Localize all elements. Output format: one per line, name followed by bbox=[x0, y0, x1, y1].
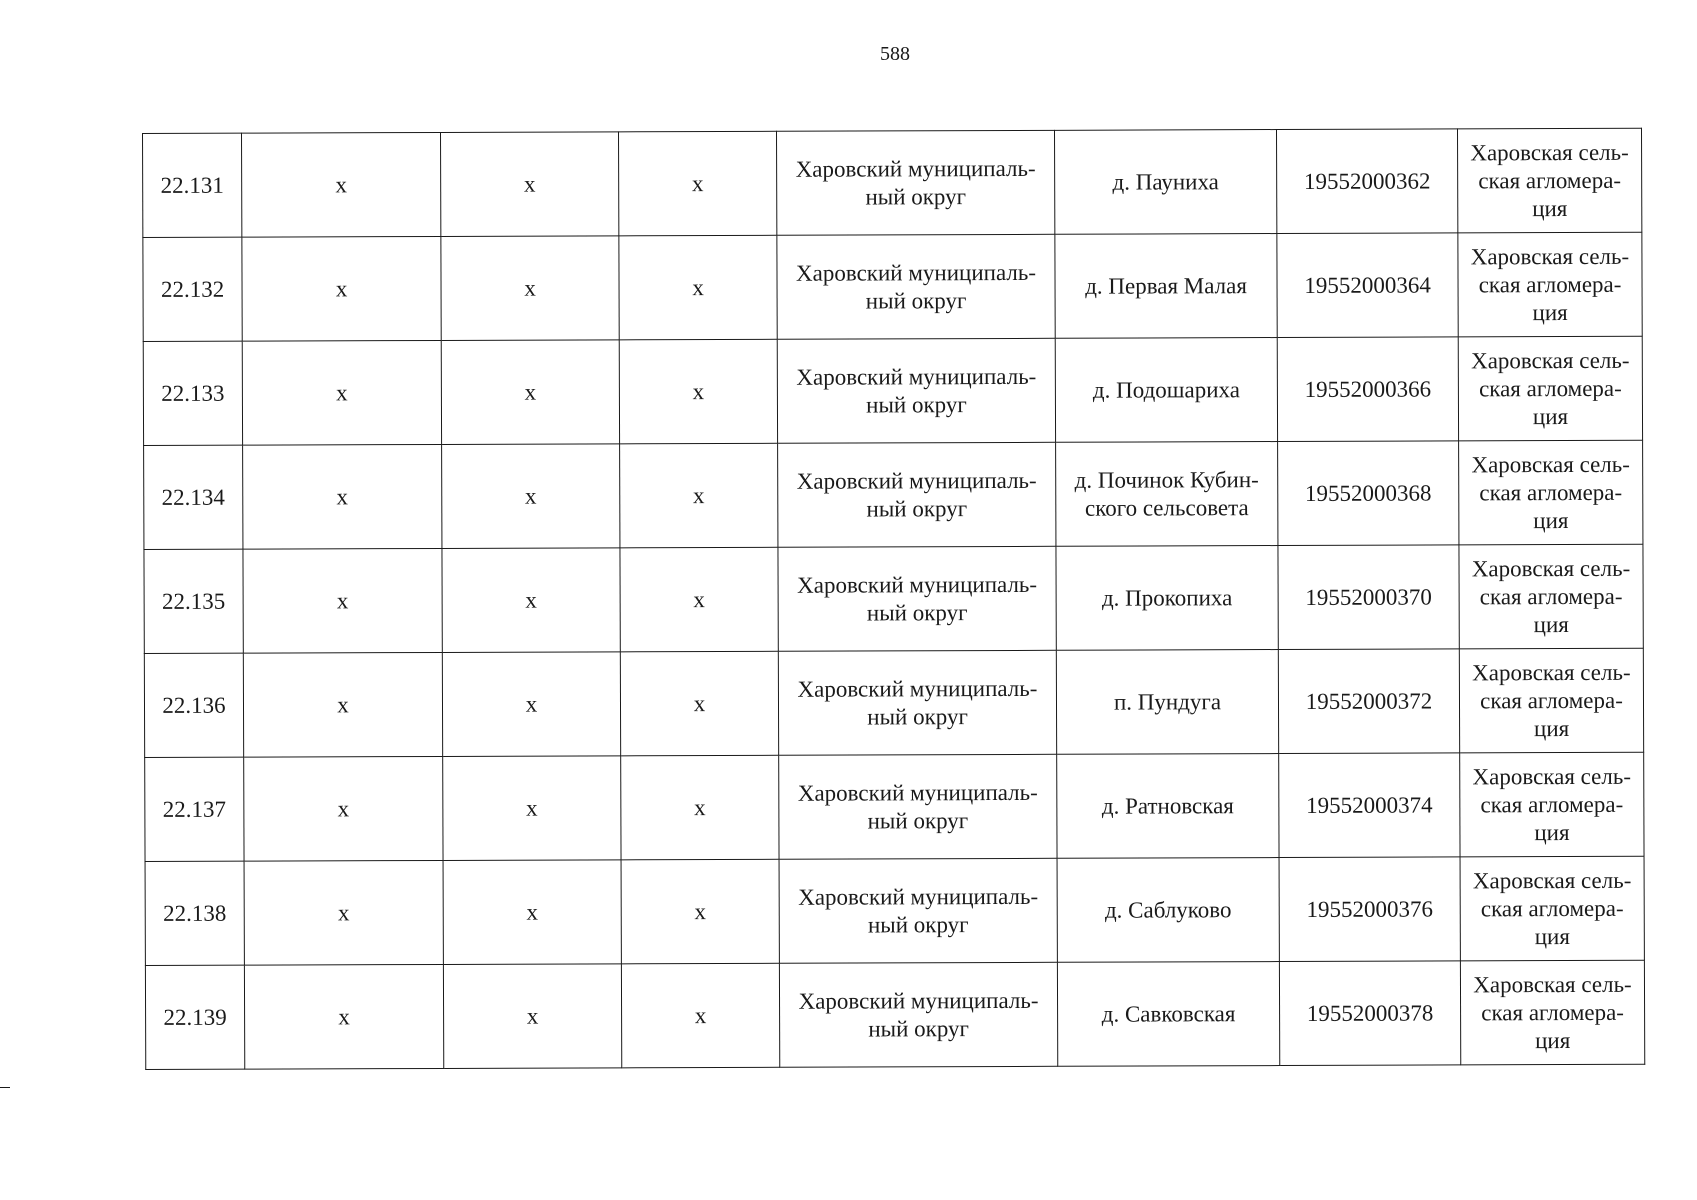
cell-mark: x bbox=[619, 235, 777, 340]
cell-mark: x bbox=[440, 132, 618, 237]
cell-mark: x bbox=[442, 548, 620, 653]
cell-mark: x bbox=[242, 340, 441, 445]
cell-number: 22.135 bbox=[144, 549, 243, 653]
table-row bbox=[145, 960, 1644, 1069]
cell-agglomeration: Харовская сель-ская агломера-ция bbox=[1460, 752, 1644, 857]
cell-settlement: д. Первая Малая bbox=[1055, 234, 1277, 339]
table-row bbox=[143, 232, 1642, 341]
cell-mark: x bbox=[621, 963, 779, 1068]
cell-code: 19552000372 bbox=[1278, 649, 1459, 754]
cell-district: Харовский муниципаль-ный округ bbox=[776, 130, 1054, 235]
settlement-table bbox=[142, 128, 1645, 1070]
cell-mark: x bbox=[619, 339, 777, 444]
cell-mark: x bbox=[621, 859, 779, 964]
cell-district: Харовский муниципаль-ный округ bbox=[779, 962, 1057, 1067]
cell-code: 19552000362 bbox=[1276, 129, 1457, 234]
cell-settlement: д. Пауниха bbox=[1054, 130, 1276, 235]
cell-code: 19552000370 bbox=[1278, 545, 1459, 650]
cell-district: Харовский муниципаль-ный округ bbox=[779, 858, 1057, 963]
cell-mark: x bbox=[441, 340, 619, 445]
cell-agglomeration: Харовская сель-ская агломера-ция bbox=[1459, 648, 1643, 753]
cell-settlement: д. Подошариха bbox=[1055, 338, 1277, 443]
cell-number: 22.136 bbox=[144, 653, 243, 757]
cell-mark: x bbox=[244, 964, 443, 1069]
cell-mark: x bbox=[620, 443, 778, 548]
cell-mark: x bbox=[242, 132, 441, 237]
cell-mark: x bbox=[618, 131, 776, 236]
cell-agglomeration: Харовская сель-ская агломера-ция bbox=[1457, 128, 1641, 233]
cell-district: Харовский муниципаль-ный округ bbox=[777, 338, 1055, 443]
cell-mark: x bbox=[443, 756, 621, 861]
cell-mark: x bbox=[442, 444, 620, 549]
cell-agglomeration: Харовская сель-ская агломера-ция bbox=[1459, 544, 1643, 649]
cell-number: 22.131 bbox=[143, 133, 242, 237]
cell-code: 19552000364 bbox=[1277, 233, 1458, 338]
cell-mark: x bbox=[244, 860, 443, 965]
cell-mark: x bbox=[442, 652, 620, 757]
cell-number: 22.138 bbox=[145, 861, 244, 965]
cell-number: 22.134 bbox=[144, 445, 243, 549]
cell-settlement: д. Саблуково bbox=[1057, 858, 1279, 963]
cell-code: 19552000366 bbox=[1277, 337, 1458, 442]
table-row bbox=[145, 856, 1644, 965]
cell-number: 22.132 bbox=[143, 237, 242, 341]
cell-settlement: д. Ратновская bbox=[1057, 754, 1279, 859]
cell-mark: x bbox=[621, 755, 779, 860]
cell-mark: x bbox=[244, 756, 443, 861]
cell-district: Харовский муниципаль-ный округ bbox=[778, 546, 1056, 651]
cell-mark: x bbox=[620, 547, 778, 652]
table-row bbox=[144, 544, 1643, 653]
page-number: 588 bbox=[880, 43, 910, 65]
cell-settlement: п. Пундуга bbox=[1056, 650, 1278, 755]
cell-number: 22.137 bbox=[145, 757, 244, 861]
cell-code: 19552000374 bbox=[1279, 753, 1460, 858]
cell-mark: x bbox=[242, 236, 441, 341]
cell-mark: x bbox=[243, 652, 442, 757]
cell-settlement: д. Починок Кубин-ского сельсовета bbox=[1056, 442, 1278, 547]
margin-tick bbox=[0, 1087, 10, 1088]
cell-mark: x bbox=[243, 548, 442, 653]
cell-mark: x bbox=[620, 651, 778, 756]
cell-mark: x bbox=[441, 236, 619, 341]
cell-district: Харовский муниципаль-ный округ bbox=[778, 442, 1056, 547]
cell-agglomeration: Харовская сель-ская агломера-ция bbox=[1459, 440, 1643, 545]
cell-number: 22.139 bbox=[145, 965, 244, 1069]
cell-district: Харовский муниципаль-ный округ bbox=[779, 754, 1057, 859]
cell-mark: x bbox=[243, 444, 442, 549]
cell-mark: x bbox=[443, 964, 621, 1069]
cell-code: 19552000376 bbox=[1279, 857, 1460, 962]
cell-settlement: д. Прокопиха bbox=[1056, 546, 1278, 651]
table-row bbox=[143, 336, 1642, 445]
table-row bbox=[143, 128, 1642, 237]
cell-agglomeration: Харовская сель-ская агломера-ция bbox=[1458, 336, 1642, 441]
cell-code: 19552000368 bbox=[1278, 441, 1459, 546]
cell-agglomeration: Харовская сель-ская агломера-ция bbox=[1460, 856, 1644, 961]
cell-settlement: д. Савковская bbox=[1057, 962, 1279, 1067]
cell-code: 19552000378 bbox=[1279, 961, 1460, 1066]
cell-district: Харовский муниципаль-ный округ bbox=[778, 650, 1056, 755]
table-body bbox=[143, 128, 1645, 1069]
cell-agglomeration: Харовская сель-ская агломера-ция bbox=[1458, 232, 1642, 337]
table-row bbox=[145, 752, 1644, 861]
cell-district: Харовский муниципаль-ный округ bbox=[777, 234, 1055, 339]
cell-number: 22.133 bbox=[143, 341, 242, 445]
cell-agglomeration: Харовская сель-ская агломера-ция bbox=[1460, 960, 1644, 1065]
cell-mark: x bbox=[443, 860, 621, 965]
table-row bbox=[144, 440, 1643, 549]
table-row bbox=[144, 648, 1643, 757]
